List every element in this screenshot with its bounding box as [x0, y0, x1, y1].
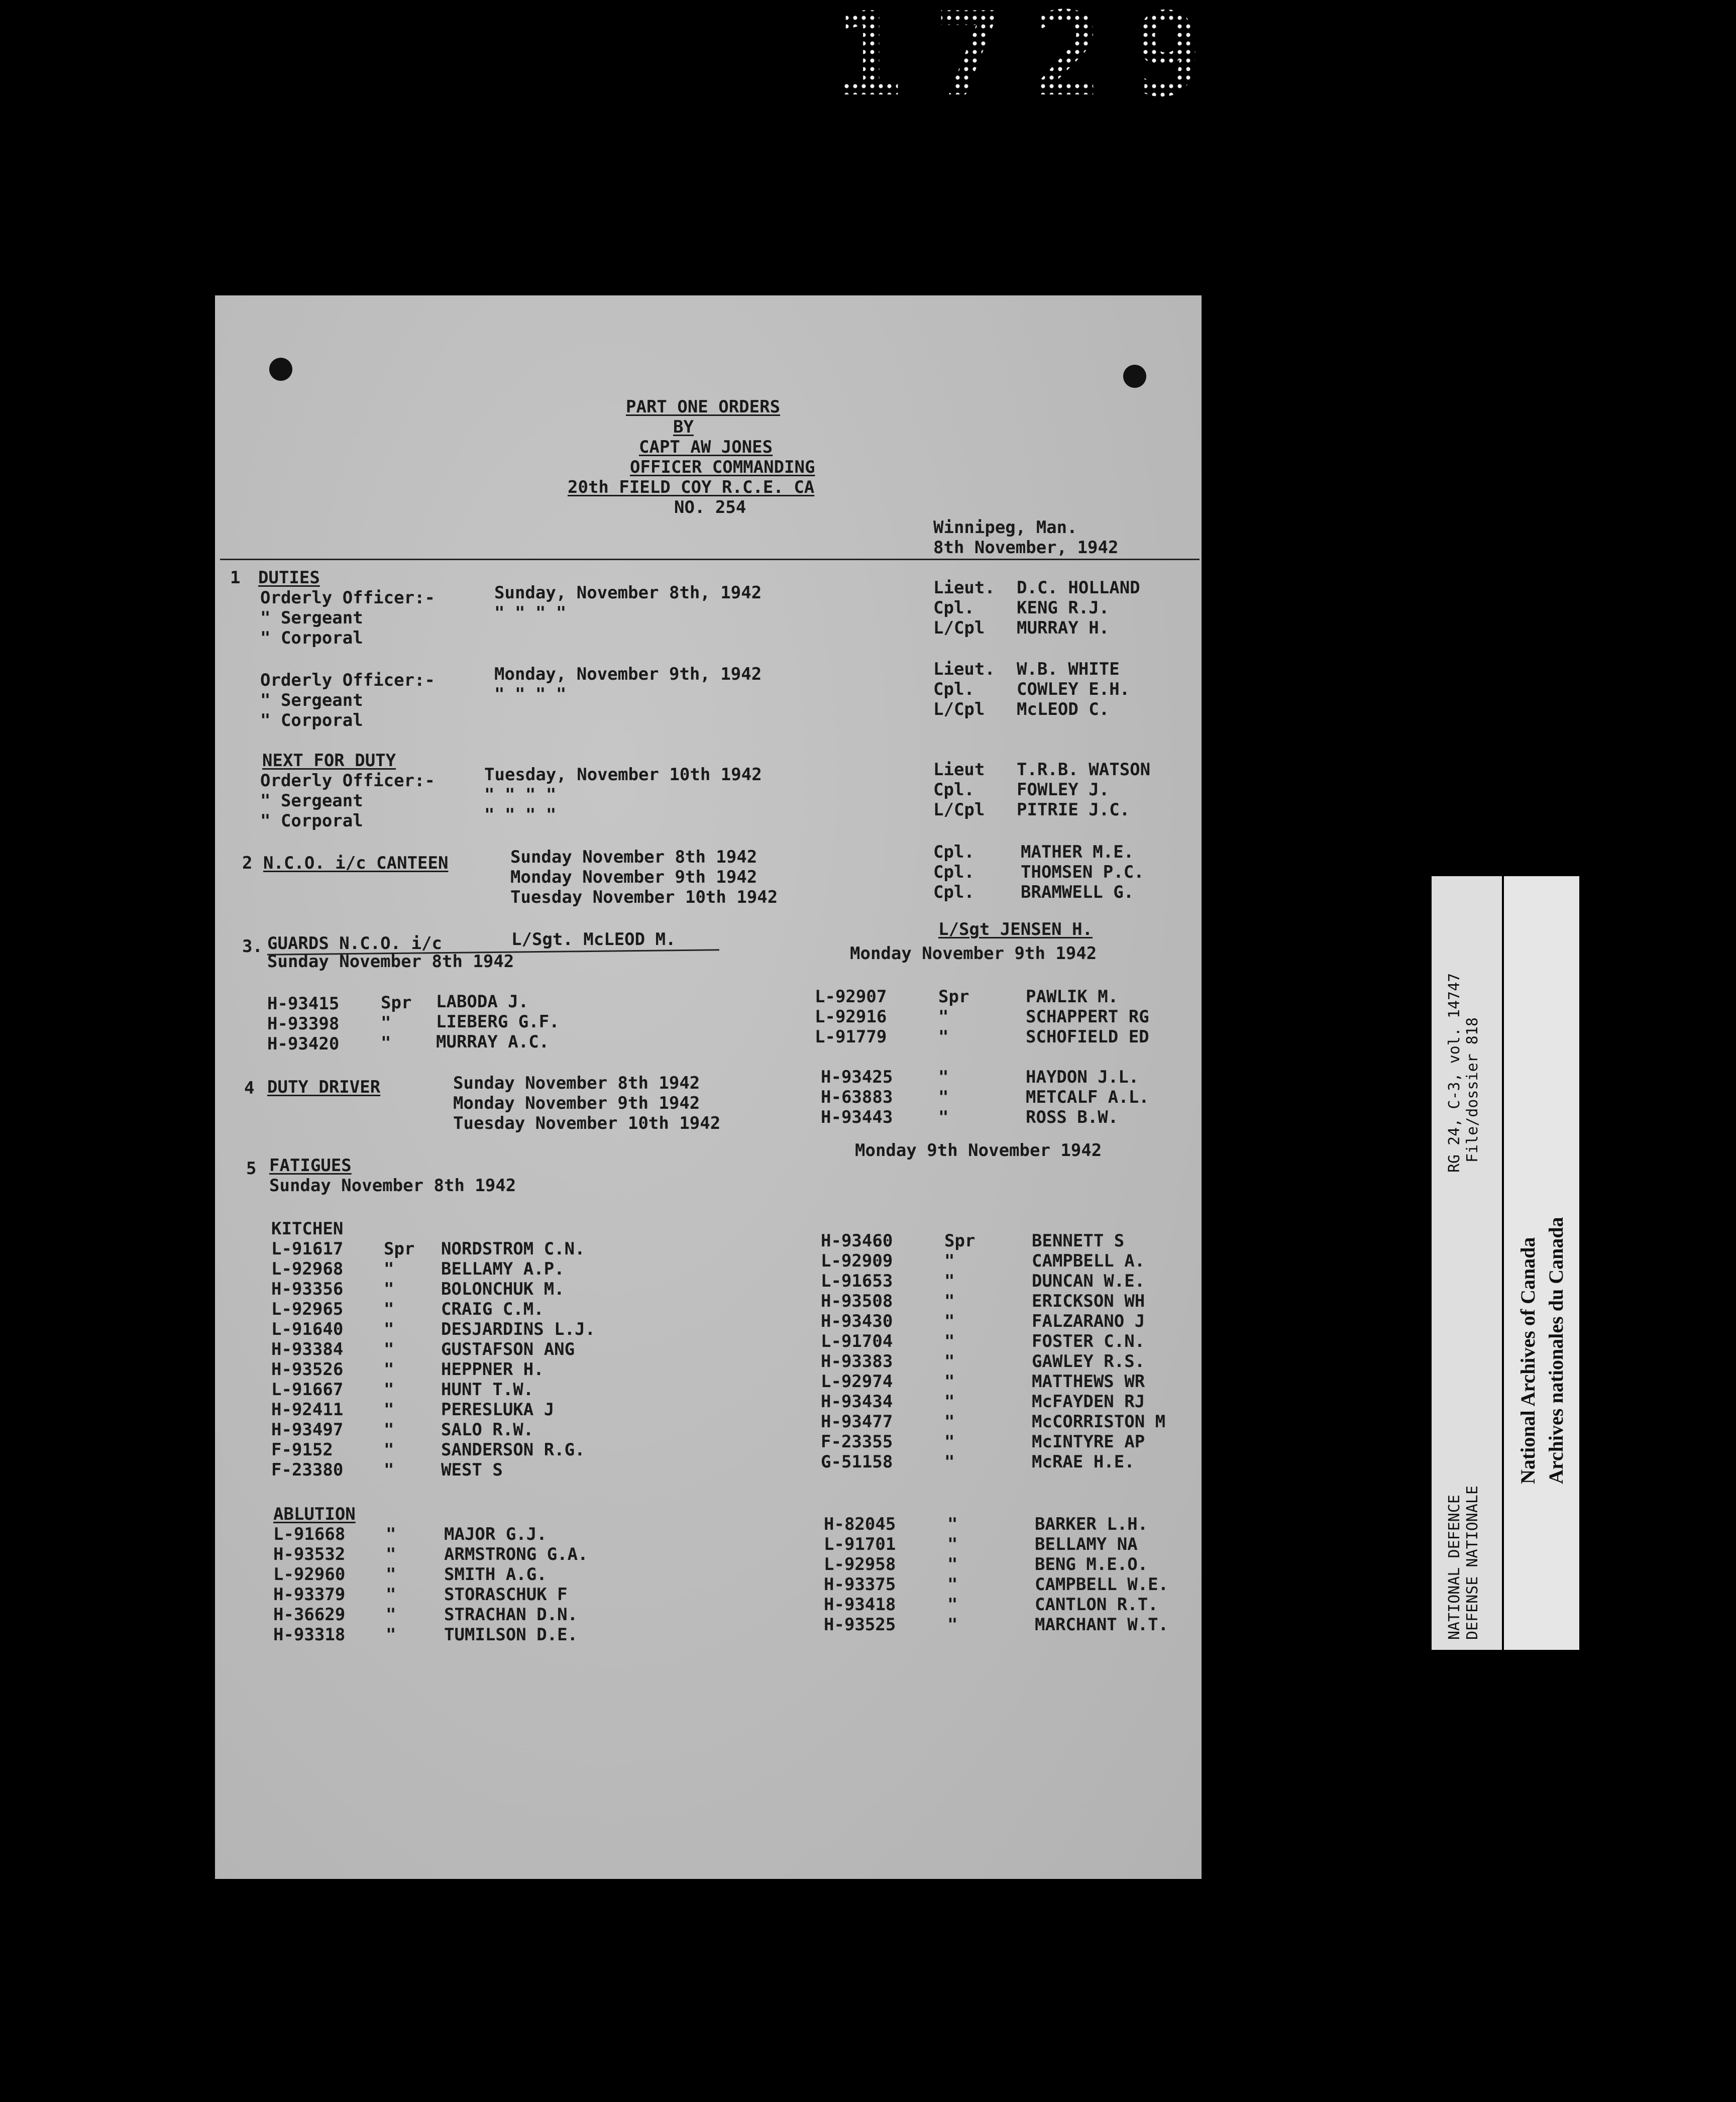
duty-rank: Lieut.	[933, 659, 995, 679]
header-title: PART ONE ORDERS	[626, 397, 781, 417]
service-number: F-23380	[271, 1460, 344, 1480]
header-place: Winnipeg, Man.	[933, 517, 1077, 538]
duties-group-1-ranks	[933, 578, 995, 638]
rank: "	[944, 1372, 955, 1392]
person-name: SMITH A.G.	[444, 1564, 547, 1585]
duty-label: " Sergeant	[260, 608, 363, 628]
rank: "	[386, 1585, 396, 1605]
rank: "	[947, 1615, 958, 1635]
canteen-dates	[510, 847, 778, 907]
duties-group-3-names	[1017, 760, 1150, 820]
canteen-name: BRAMWELL G.	[1021, 882, 1134, 902]
duty-date: Monday, November 9th, 1942	[494, 664, 762, 684]
rank: "	[384, 1259, 394, 1279]
rank: Spr	[944, 1231, 975, 1251]
duty-rank: Cpl.	[933, 598, 974, 618]
service-number: L-92965	[271, 1299, 344, 1319]
person-name: MAJOR G.J.	[444, 1524, 547, 1544]
guards-heading: GUARDS N.C.O. i/c	[267, 933, 442, 954]
canteen-name: MATHER M.E.	[1021, 842, 1134, 862]
guards-left-ranks	[381, 993, 411, 1053]
service-number: H-93420	[267, 1034, 340, 1054]
rank: "	[384, 1420, 394, 1440]
service-number: L-92907	[815, 987, 887, 1007]
duty-date: " " " "	[484, 785, 557, 805]
person-name: NORDSTROM C.N.	[441, 1239, 585, 1259]
guards-right-names	[1026, 987, 1149, 1047]
rank: "	[947, 1574, 958, 1595]
duties-group-2-labels	[260, 670, 435, 730]
kitchen-left-names	[441, 1239, 595, 1480]
service-number: L-91653	[821, 1271, 893, 1291]
rank: "	[944, 1392, 955, 1412]
driver-names	[1026, 1067, 1149, 1127]
section-number: 2	[242, 853, 253, 873]
rank: "	[384, 1359, 394, 1380]
person-name: BARKER L.H.	[1035, 1514, 1148, 1534]
canteen-heading: N.C.O. i/c CANTEEN	[263, 853, 449, 873]
duty-label: " Corporal	[260, 710, 363, 730]
guards-date-right: Monday November 9th 1942	[850, 943, 1097, 964]
service-number: H-93415	[267, 994, 340, 1014]
service-number: H-93418	[824, 1595, 896, 1615]
fatigues-heading: FATIGUES	[269, 1155, 352, 1176]
person-name: STORASCHUK F	[444, 1585, 568, 1605]
service-number: L-92916	[815, 1007, 887, 1027]
rank: "	[944, 1351, 955, 1372]
duties-group-2-dates	[494, 664, 762, 704]
duty-name: FOWLEY J.	[1017, 780, 1110, 800]
person-name: PERESLUKA J	[441, 1400, 555, 1420]
service-number: L-91701	[824, 1534, 896, 1554]
duty-date: Tuesday, November 10th 1942	[484, 765, 762, 785]
service-number: H-93477	[821, 1412, 893, 1432]
rank: "	[384, 1440, 394, 1460]
person-name: ROSS B.W.	[1026, 1107, 1119, 1127]
header-order-number: NO. 254	[674, 497, 746, 517]
service-number: H-93430	[821, 1311, 893, 1331]
duty-name: PITRIE J.C.	[1017, 800, 1130, 820]
service-number: G-51158	[821, 1452, 893, 1472]
guards-nco-left: L/Sgt. McLEOD M.	[511, 929, 676, 950]
rank: "	[384, 1299, 394, 1319]
service-number: H-93356	[271, 1279, 344, 1299]
person-name: CAMPBELL W.E.	[1035, 1574, 1169, 1595]
header-unit: 20th FIELD COY R.C.E. CA	[568, 477, 815, 497]
document-page	[215, 295, 1202, 1879]
service-number: F-9152	[271, 1440, 333, 1460]
person-name: SALO R.W.	[441, 1420, 534, 1440]
kitchen-right-names	[1032, 1231, 1165, 1472]
header-by: BY	[673, 417, 694, 437]
duty-name: COWLEY E.H.	[1017, 679, 1130, 699]
rank: "	[386, 1544, 396, 1564]
person-name: DESJARDINS L.J.	[441, 1319, 596, 1339]
canteen-date: Sunday November 8th 1942	[510, 847, 757, 867]
person-name: ERICKSON WH	[1032, 1291, 1145, 1311]
duty-date: " " " "	[494, 684, 567, 704]
rank: "	[938, 1007, 949, 1027]
person-name: MARCHANT W.T.	[1035, 1615, 1169, 1635]
service-number: L-91779	[815, 1027, 887, 1047]
driver-date: Monday November 9th 1942	[453, 1093, 700, 1113]
duty-name: MURRAY H.	[1017, 618, 1110, 638]
rank: "	[938, 1027, 949, 1047]
duty-label: Orderly Officer:-	[260, 588, 435, 608]
duties-group-2-ranks	[933, 659, 995, 719]
archives-name-strip	[1504, 876, 1579, 1650]
person-name: BELLAMY A.P.	[441, 1259, 565, 1279]
duties-group-1-dates	[494, 583, 762, 623]
duty-name: D.C. HOLLAND	[1017, 578, 1140, 598]
duty-name: KENG R.J.	[1017, 598, 1110, 618]
section-number: 1	[230, 568, 241, 588]
person-name: BELLAMY NA	[1035, 1534, 1138, 1554]
ablution-right-numbers	[824, 1514, 896, 1635]
service-number: H-93379	[273, 1585, 346, 1605]
person-name: METCALF A.L.	[1026, 1087, 1149, 1107]
duty-label: " Sergeant	[260, 791, 363, 811]
person-name: DUNCAN W.E.	[1032, 1271, 1145, 1291]
ablution-left-names	[444, 1524, 588, 1645]
person-name: BOLONCHUK M.	[441, 1279, 565, 1299]
duties-group-2-names	[1017, 659, 1130, 719]
punch-hole	[269, 358, 292, 381]
duty-rank: Lieut	[933, 760, 985, 780]
rank: "	[947, 1534, 958, 1554]
person-name: CAMPBELL A.	[1032, 1251, 1145, 1271]
kitchen-right-numbers	[821, 1231, 893, 1472]
driver-date: Sunday November 8th 1942	[453, 1073, 700, 1093]
service-number: L-91667	[271, 1380, 344, 1400]
service-number: H-92411	[271, 1400, 344, 1420]
service-number: H-63883	[821, 1087, 893, 1107]
rank: "	[381, 1033, 391, 1053]
canteen-name: THOMSEN P.C.	[1021, 862, 1144, 882]
rank: Spr	[384, 1239, 415, 1259]
duty-rank: L/Cpl	[933, 699, 985, 719]
duties-group-1-labels	[260, 588, 435, 648]
service-number: L-92909	[821, 1251, 893, 1271]
rank: "	[944, 1271, 955, 1291]
rank: "	[384, 1319, 394, 1339]
service-number: H-82045	[824, 1514, 896, 1534]
service-number: H-93398	[267, 1014, 340, 1034]
duty-label: " Corporal	[260, 811, 363, 831]
person-name: McCORRISTON M	[1032, 1412, 1166, 1432]
person-name: HAYDON J.L.	[1026, 1067, 1139, 1087]
ablution-label: ABLUTION	[273, 1504, 356, 1524]
ablution-right-ranks	[947, 1514, 957, 1635]
service-number: H-93434	[821, 1392, 893, 1412]
header-date: 8th November, 1942	[933, 538, 1119, 558]
person-name: SCHAPPERT RG	[1026, 1007, 1149, 1027]
rank: "	[938, 1107, 949, 1127]
ablution-left-numbers	[273, 1524, 345, 1645]
rank: "	[386, 1605, 396, 1625]
service-number: L-91704	[821, 1331, 893, 1351]
person-name: FALZARANO J	[1032, 1311, 1145, 1331]
person-name: LIEBERG G.F.	[436, 1012, 560, 1032]
archive-reference-strip	[1432, 876, 1502, 1650]
driver-heading: DUTY DRIVER	[267, 1077, 381, 1097]
duty-name: W.B. WHITE	[1017, 659, 1120, 679]
guards-right-numbers	[815, 987, 887, 1047]
rank: "	[944, 1331, 955, 1351]
person-name: GUSTAFSON ANG	[441, 1339, 575, 1359]
service-number: L-92960	[273, 1564, 346, 1585]
service-number: H-36629	[273, 1605, 346, 1625]
rank: "	[386, 1625, 396, 1645]
person-name: CRAIG C.M.	[441, 1299, 544, 1319]
rank: "	[947, 1595, 958, 1615]
rank: "	[944, 1412, 955, 1432]
duty-rank: L/Cpl	[933, 800, 985, 820]
duties-group-3-labels	[260, 771, 435, 831]
department-label: NATIONAL DEFENCE DEFENSE NATIONALE	[1446, 1485, 1481, 1640]
canteen-date: Tuesday November 10th 1942	[510, 887, 778, 907]
archives-name-label: National Archives of Canada Archives nationales du Canada	[1516, 1217, 1567, 1484]
canteen-rank: Cpl.	[933, 842, 974, 862]
person-name: WEST S	[441, 1460, 503, 1480]
service-number: L-91640	[271, 1319, 344, 1339]
kitchen-left-numbers	[271, 1239, 343, 1480]
next-for-duty-heading: NEXT FOR DUTY	[262, 751, 396, 771]
service-number: F-23355	[821, 1432, 893, 1452]
duty-date: " " " "	[484, 805, 557, 825]
service-number: H-93425	[821, 1067, 893, 1087]
duty-rank: Lieut.	[933, 578, 995, 598]
driver-ranks	[938, 1067, 948, 1127]
guards-right-ranks	[938, 987, 969, 1047]
person-name: CANTLON R.T.	[1035, 1595, 1158, 1615]
guards-left-numbers	[267, 994, 339, 1054]
rank: "	[947, 1514, 958, 1534]
guards-left-names	[436, 992, 560, 1052]
reference-label: RG 24, C-3, vol. 14747 File/dossier 818	[1446, 973, 1481, 1173]
rank: "	[947, 1554, 958, 1574]
person-name: TUMILSON D.E.	[444, 1625, 578, 1645]
kitchen-left-ranks	[384, 1239, 414, 1480]
duty-label: Orderly Officer:-	[260, 670, 435, 690]
duty-rank: Cpl.	[933, 679, 974, 699]
person-name: BENG M.E.O.	[1035, 1554, 1148, 1574]
person-name: HEPPNER H.	[441, 1359, 544, 1380]
duty-name: McLEOD C.	[1017, 699, 1110, 719]
person-name: SCHOFIELD ED	[1026, 1027, 1149, 1047]
duties-heading: DUTIES	[258, 568, 320, 588]
rank: "	[938, 1067, 949, 1087]
duties-group-3-ranks	[933, 760, 985, 820]
duty-name: T.R.B. WATSON	[1017, 760, 1151, 780]
rank: "	[381, 1013, 391, 1033]
person-name: HUNT T.W.	[441, 1380, 534, 1400]
duty-label: " Sergeant	[260, 690, 363, 710]
service-number: H-93384	[271, 1339, 344, 1359]
guards-nco-right: L/Sgt JENSEN H.	[938, 919, 1093, 939]
section-number: 3.	[242, 936, 263, 957]
rank: "	[944, 1311, 955, 1331]
service-number: L-92974	[821, 1372, 893, 1392]
duty-date: Sunday, November 8th, 1942	[494, 583, 762, 603]
header-role: OFFICER COMMANDING	[630, 457, 815, 477]
rank: "	[944, 1291, 955, 1311]
person-name: ARMSTRONG G.A.	[444, 1544, 588, 1564]
driver-date: Tuesday November 10th 1942	[453, 1113, 721, 1133]
service-number: L-92968	[271, 1259, 344, 1279]
service-number: H-93508	[821, 1291, 893, 1311]
rank: Spr	[381, 993, 412, 1013]
person-name: MATTHEWS WR	[1032, 1372, 1145, 1392]
duties-group-1-names	[1017, 578, 1140, 638]
person-name: STRACHAN D.N.	[444, 1605, 578, 1625]
canteen-date: Monday November 9th 1942	[510, 867, 757, 887]
service-number: H-93383	[821, 1351, 893, 1372]
kitchen-right-ranks	[944, 1231, 975, 1472]
ablution-right-names	[1035, 1514, 1168, 1635]
service-number: H-93460	[821, 1231, 893, 1251]
frame-number: 1729	[834, 5, 1165, 106]
service-number: H-93318	[273, 1625, 346, 1645]
canteen-rank: Cpl.	[933, 882, 974, 902]
duty-rank: Cpl.	[933, 780, 974, 800]
person-name: BENNETT S	[1032, 1231, 1125, 1251]
person-name: LABODA J.	[436, 992, 529, 1012]
header-commander: CAPT AW JONES	[639, 437, 773, 457]
fatigues-date-left: Sunday November 8th 1942	[269, 1176, 516, 1196]
person-name: FOSTER C.N.	[1032, 1331, 1145, 1351]
person-name: McRAE H.E.	[1032, 1452, 1135, 1472]
rank: "	[938, 1087, 949, 1107]
rank: "	[944, 1432, 955, 1452]
rank: "	[384, 1400, 394, 1420]
section-number: 5	[246, 1159, 257, 1179]
canteen-names	[1021, 842, 1144, 902]
driver-dates	[453, 1073, 720, 1133]
duty-label: " Corporal	[260, 628, 363, 648]
service-number: L-91668	[273, 1524, 346, 1544]
rank: "	[384, 1279, 394, 1299]
duty-date: " " " "	[494, 603, 567, 623]
rank: "	[386, 1524, 396, 1544]
person-name: GAWLEY R.S.	[1032, 1351, 1145, 1372]
rank: "	[384, 1460, 394, 1480]
driver-numbers	[821, 1067, 893, 1127]
rank: "	[944, 1251, 955, 1271]
service-number: H-93526	[271, 1359, 344, 1380]
service-number: H-93375	[824, 1574, 896, 1595]
rank: "	[384, 1339, 394, 1359]
punch-hole	[1123, 365, 1146, 388]
service-number: H-93525	[824, 1615, 896, 1635]
duty-rank: L/Cpl	[933, 618, 985, 638]
service-number: H-93532	[273, 1544, 346, 1564]
person-name: PAWLIK M.	[1026, 987, 1119, 1007]
duties-group-3-dates	[484, 765, 762, 825]
person-name: McFAYDEN RJ	[1032, 1392, 1145, 1412]
person-name: McINTYRE AP	[1032, 1432, 1145, 1452]
rank: "	[944, 1452, 955, 1472]
header-rule	[220, 559, 1200, 560]
service-number: L-91617	[271, 1239, 344, 1259]
rank: Spr	[938, 987, 969, 1007]
rank: "	[386, 1564, 396, 1585]
kitchen-label: KITCHEN	[271, 1219, 344, 1239]
section-number: 4	[244, 1078, 255, 1098]
duty-label: Orderly Officer:-	[260, 771, 435, 791]
service-number: H-93443	[821, 1107, 893, 1127]
ablution-left-ranks	[386, 1524, 396, 1645]
person-name: MURRAY A.C.	[436, 1032, 550, 1052]
service-number: L-92958	[824, 1554, 896, 1574]
fatigues-date-right: Monday 9th November 1942	[855, 1140, 1102, 1161]
guards-date-left: Sunday November 8th 1942	[267, 952, 514, 972]
person-name: SANDERSON R.G.	[441, 1440, 585, 1460]
service-number: H-93497	[271, 1420, 344, 1440]
canteen-ranks	[933, 842, 974, 902]
rank: "	[384, 1380, 394, 1400]
canteen-rank: Cpl.	[933, 862, 974, 882]
